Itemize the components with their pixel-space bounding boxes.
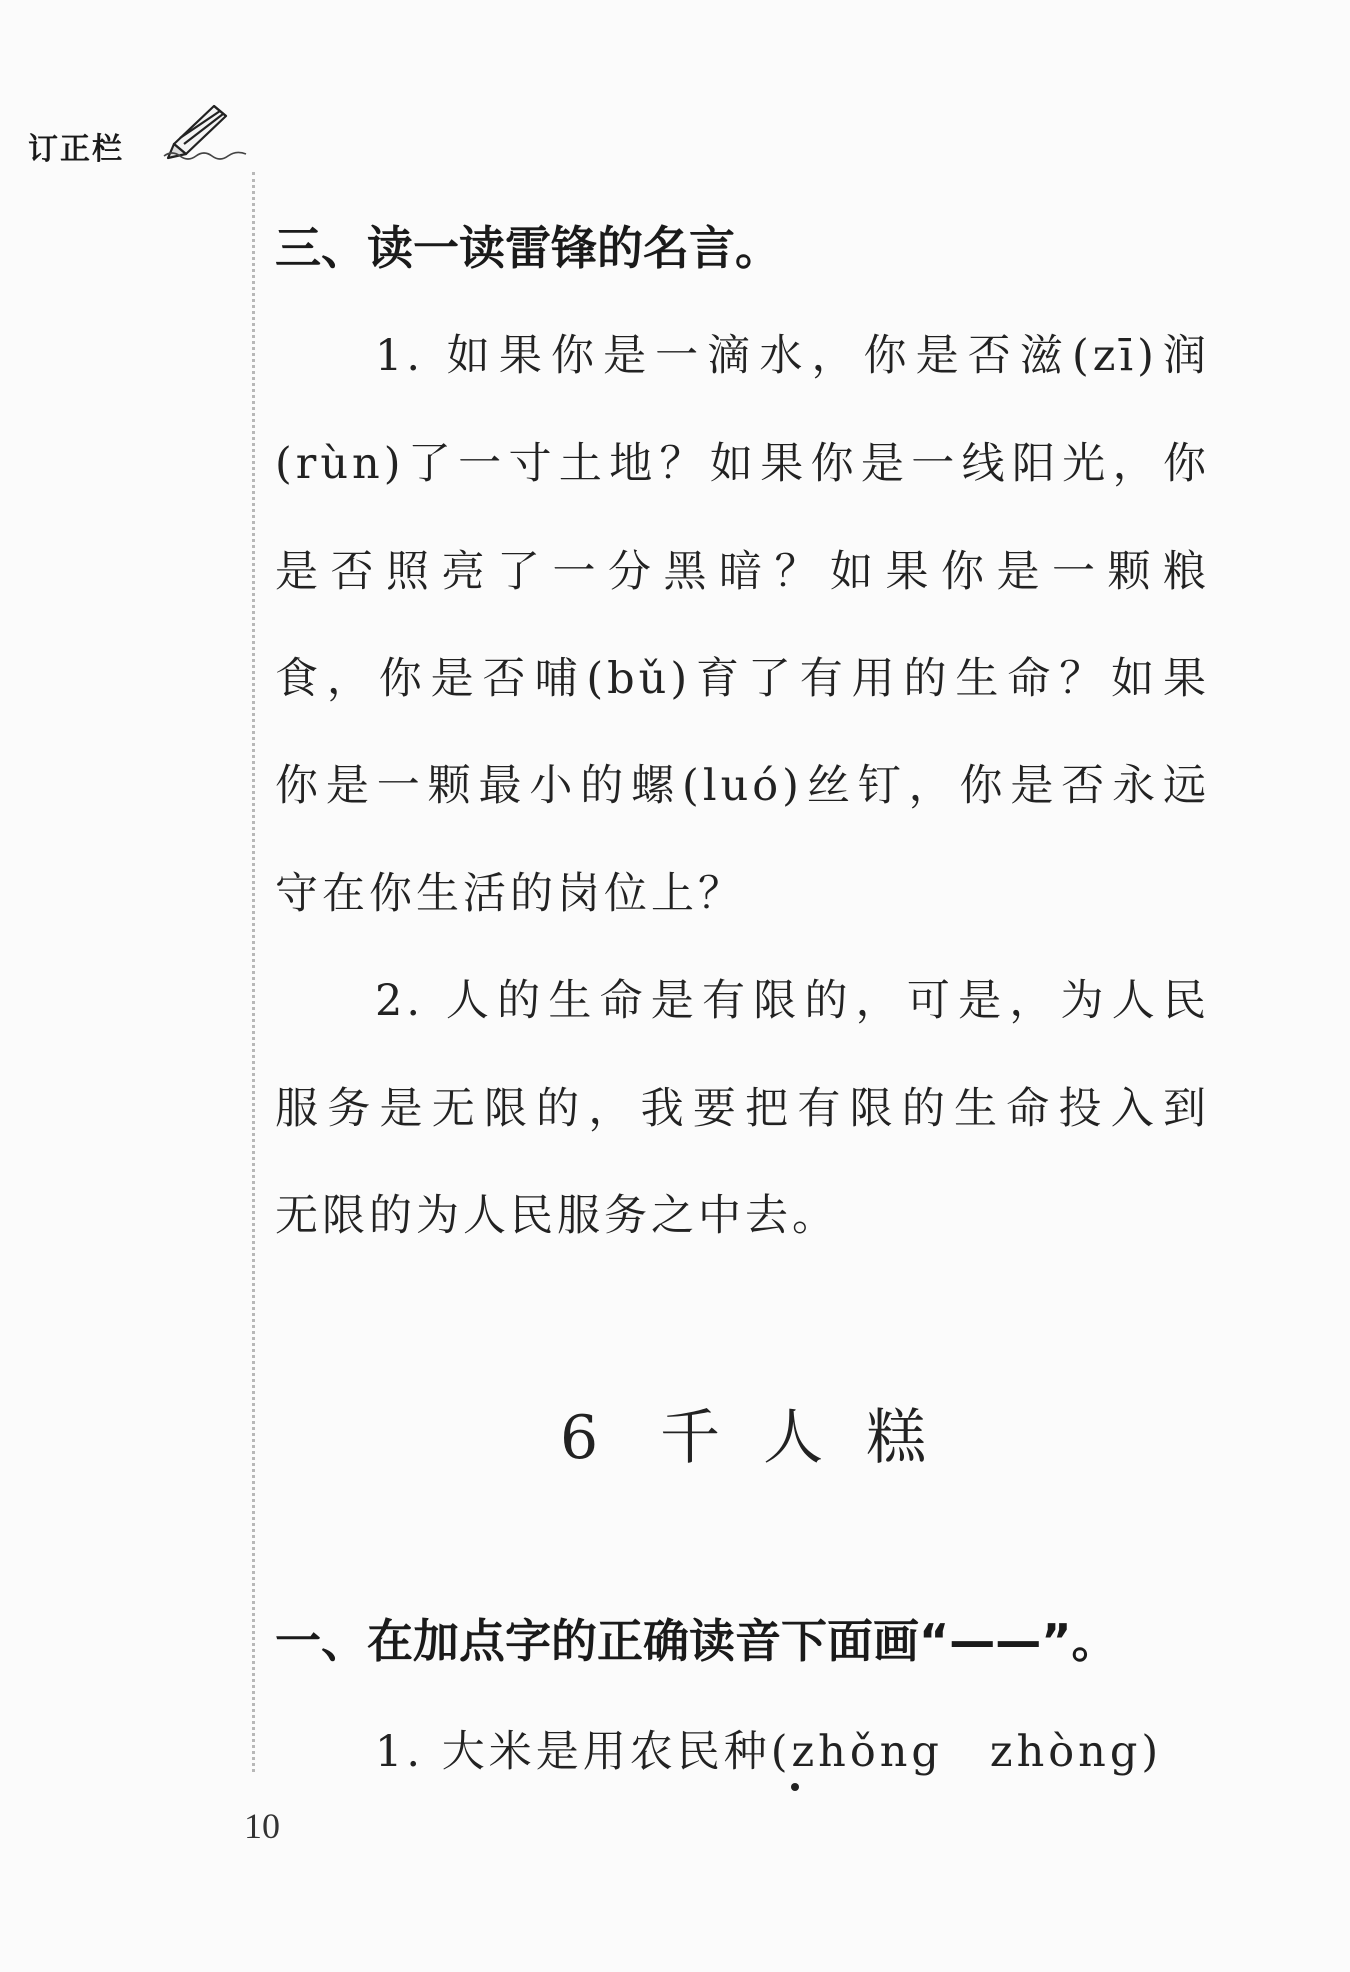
margin-dotted-line — [252, 172, 255, 1772]
section-3-heading: 三、读一读雷锋的名言。 — [275, 221, 781, 275]
quote-line: 食，你是否哺(bǔ)育了有用的生命？如果 — [275, 654, 1210, 704]
exercise-text: 1. 大米是用农民种(zhǒng zhòng) — [375, 1727, 1163, 1777]
quote-line: 守在你生活的岗位上？ — [275, 869, 745, 919]
emphasis-dot — [791, 1783, 799, 1791]
lesson-title — [560, 1390, 938, 1476]
correction-column-label: 订正栏 — [28, 132, 124, 167]
quote-line: 1. 如果你是一滴水，你是否滋(zī)润 — [375, 331, 1210, 381]
pencil-icon — [160, 100, 250, 162]
exercise-line — [375, 1718, 1210, 1779]
page-number: 10 — [244, 1806, 280, 1846]
quote-line: 是否照亮了一分黑暗？如果你是一颗粮 — [275, 547, 1210, 597]
lesson-number: 6 — [560, 1403, 611, 1473]
quote-line: 无限的为人民服务之中去。 — [275, 1191, 839, 1241]
quote-line: 你是一颗最小的螺(luó)丝钉，你是否永远 — [275, 761, 1210, 811]
lesson-name: 千 人 糕 — [660, 1403, 939, 1473]
quote-line: (rùn)了一寸土地？如果你是一线阳光，你 — [275, 439, 1210, 489]
section-1-heading: 一、在加点字的正确读音下面画“——”。 — [275, 1614, 1118, 1668]
quote-line: 服务是无限的，我要把有限的生命投入到 — [275, 1084, 1210, 1134]
quote-line: 2. 人的生命是有限的，可是，为人民 — [375, 976, 1210, 1026]
